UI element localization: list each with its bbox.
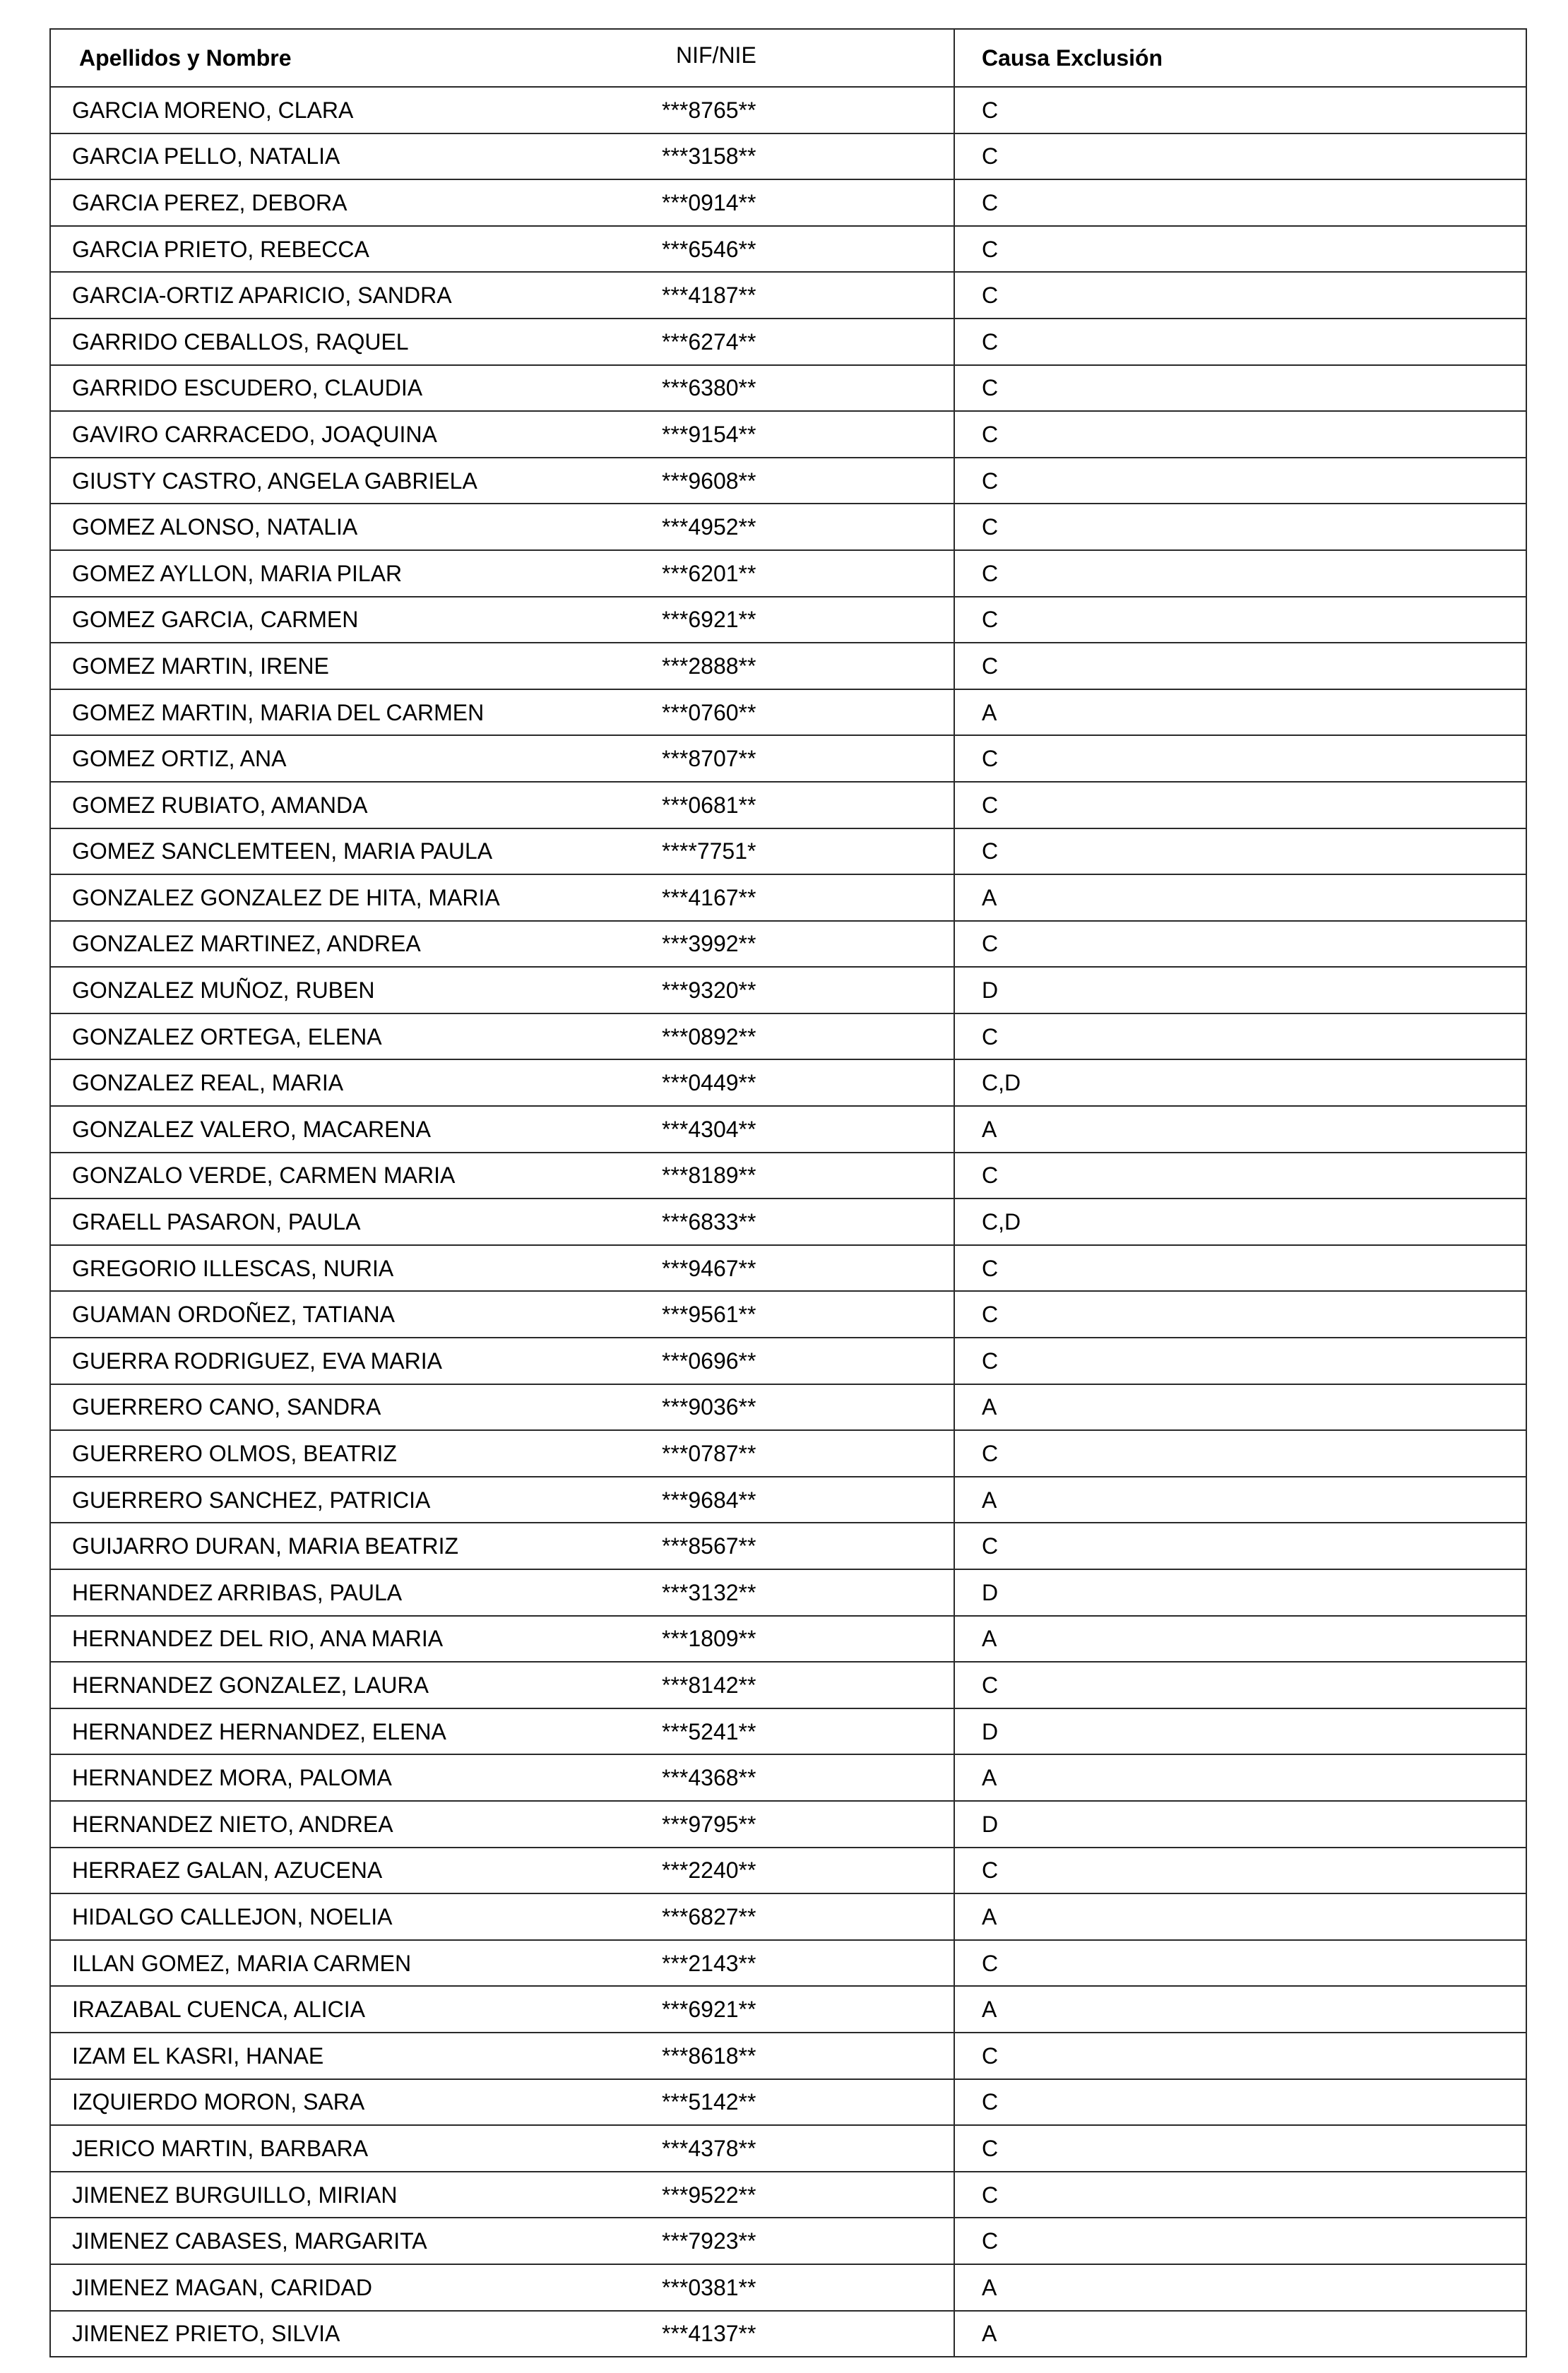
applicant-nif: ***4187** <box>662 282 756 309</box>
table-row <box>50 1986 1526 2033</box>
name-cell <box>50 782 954 828</box>
applicant-nif: ***9036** <box>662 1394 756 1420</box>
table-row <box>50 1384 1526 1431</box>
name-cell <box>50 597 954 643</box>
applicant-nif: ***2888** <box>662 653 756 679</box>
exclusion-cause: C <box>954 550 1526 597</box>
exclusion-cause: C <box>954 782 1526 828</box>
applicant-name: HIDALGO CALLEJON, NOELIA <box>72 1903 393 1929</box>
name-cell <box>50 1291 954 1338</box>
header-name-cell <box>50 29 954 87</box>
exclusion-cause: A <box>954 1893 1526 1940</box>
table-row <box>50 921 1526 968</box>
name-cell <box>50 2125 954 2172</box>
applicant-nif: ***9154** <box>662 421 756 447</box>
name-cell <box>50 2172 954 2218</box>
name-cell <box>50 2079 954 2126</box>
header-nif: NIF/NIE <box>676 42 756 68</box>
exclusion-cause: C <box>954 179 1526 226</box>
table-row <box>50 319 1526 365</box>
applicant-nif: ***9467** <box>662 1255 756 1281</box>
applicant-nif: ***0892** <box>662 1023 756 1049</box>
applicant-name: JERICO MARTIN, BARBARA <box>72 2135 369 2161</box>
table-row <box>50 874 1526 921</box>
exclusion-cause: C <box>954 411 1526 458</box>
exclusion-cause: C <box>954 1153 1526 1199</box>
applicant-nif: ***6274** <box>662 328 756 355</box>
applicant-nif: ***9608** <box>662 468 756 494</box>
name-cell <box>50 504 954 550</box>
table-row <box>50 2172 1526 2218</box>
applicant-name: GAVIRO CARRACEDO, JOAQUINA <box>72 421 437 447</box>
exclusion-cause: A <box>954 1106 1526 1153</box>
applicant-name: HERNANDEZ HERNANDEZ, ELENA <box>72 1718 446 1744</box>
applicant-nif: ***8765** <box>662 97 756 123</box>
table-row <box>50 2218 1526 2264</box>
exclusion-cause: C <box>954 272 1526 319</box>
name-cell <box>50 365 954 412</box>
name-cell <box>50 643 954 689</box>
table-row <box>50 828 1526 875</box>
applicant-name: GOMEZ MARTIN, IRENE <box>72 653 329 679</box>
name-cell <box>50 1848 954 1894</box>
applicant-name: GARCIA PELLO, NATALIA <box>72 143 340 170</box>
name-cell <box>50 1986 954 2033</box>
table-row <box>50 411 1526 458</box>
exclusion-cause: C <box>954 1013 1526 1060</box>
name-cell <box>50 1430 954 1477</box>
applicant-name: GUAMAN ORDOÑEZ, TATIANA <box>72 1302 395 1328</box>
applicant-nif: ***8618** <box>662 2042 756 2069</box>
applicant-nif: ***8189** <box>662 1162 756 1189</box>
applicant-nif: ***0449** <box>662 1070 756 1096</box>
applicant-name: GONZALO VERDE, CARMEN MARIA <box>72 1162 456 1189</box>
applicant-nif: ***0914** <box>662 189 756 215</box>
table-row <box>50 87 1526 133</box>
name-cell <box>50 874 954 921</box>
applicant-nif: ***6201** <box>662 560 756 586</box>
table-row <box>50 2033 1526 2079</box>
exclusion-cause: A <box>954 1754 1526 1801</box>
name-cell <box>50 1708 954 1755</box>
name-cell <box>50 967 954 1013</box>
applicant-name: IZQUIERDO MORON, SARA <box>72 2089 365 2115</box>
applicant-nif: ***6833** <box>662 1209 756 1235</box>
table-row <box>50 1477 1526 1523</box>
name-cell <box>50 1199 954 1245</box>
applicant-name: HERNANDEZ GONZALEZ, LAURA <box>72 1672 429 1698</box>
applicant-name: GOMEZ ALONSO, NATALIA <box>72 514 358 540</box>
table-row <box>50 1708 1526 1755</box>
table-row <box>50 2125 1526 2172</box>
applicant-nif: ***3158** <box>662 143 756 170</box>
applicant-nif: ***6546** <box>662 236 756 262</box>
table-row <box>50 2079 1526 2126</box>
table-row <box>50 782 1526 828</box>
name-cell <box>50 2033 954 2079</box>
table-row <box>50 967 1526 1013</box>
table-row <box>50 1059 1526 1106</box>
exclusion-cause: C <box>954 458 1526 504</box>
applicant-nif: ***3992** <box>662 931 756 957</box>
applicant-name: GARCIA-ORTIZ APARICIO, SANDRA <box>72 282 452 309</box>
applicant-name: GONZALEZ MUÑOZ, RUBEN <box>72 977 375 1004</box>
name-cell <box>50 1059 954 1106</box>
applicant-nif: ***6921** <box>662 607 756 633</box>
applicant-nif: ***4137** <box>662 2321 756 2347</box>
table-row <box>50 179 1526 226</box>
name-cell <box>50 1245 954 1292</box>
applicant-nif: ***4952** <box>662 514 756 540</box>
exclusion-cause: C <box>954 319 1526 365</box>
table-row <box>50 365 1526 412</box>
table-row <box>50 2264 1526 2311</box>
exclusion-cause: D <box>954 1569 1526 1616</box>
exclusion-cause: C <box>954 1291 1526 1338</box>
name-cell <box>50 1616 954 1663</box>
applicant-name: GONZALEZ GONZALEZ DE HITA, MARIA <box>72 884 500 910</box>
applicant-name: GARCIA PEREZ, DEBORA <box>72 189 348 215</box>
name-cell <box>50 458 954 504</box>
applicant-name: JIMENEZ BURGUILLO, MIRIAN <box>72 2182 398 2208</box>
exclusion-cause: C,D <box>954 1059 1526 1106</box>
name-cell <box>50 1013 954 1060</box>
exclusion-cause: C <box>954 226 1526 273</box>
exclusion-cause: C,D <box>954 1199 1526 1245</box>
exclusion-cause: C <box>954 828 1526 875</box>
exclusion-cause: A <box>954 2264 1526 2311</box>
name-cell <box>50 1662 954 1708</box>
name-cell <box>50 133 954 180</box>
applicant-nif: ***3132** <box>662 1579 756 1605</box>
exclusion-cause: D <box>954 967 1526 1013</box>
header-causa: Causa Exclusión <box>954 29 1526 87</box>
name-cell <box>50 1893 954 1940</box>
applicant-name: ILLAN GOMEZ, MARIA CARMEN <box>72 1950 412 1976</box>
table-row <box>50 643 1526 689</box>
applicant-nif: ***9561** <box>662 1302 756 1328</box>
applicant-name: GREGORIO ILLESCAS, NURIA <box>72 1255 394 1281</box>
applicant-name: GONZALEZ REAL, MARIA <box>72 1070 344 1096</box>
applicant-name: JIMENEZ MAGAN, CARIDAD <box>72 2274 372 2300</box>
name-cell <box>50 272 954 319</box>
applicant-name: GOMEZ ORTIZ, ANA <box>72 746 287 772</box>
applicant-nif: ***9522** <box>662 2182 756 2208</box>
applicant-name: HERRAEZ GALAN, AZUCENA <box>72 1857 383 1884</box>
applicant-name: GUERRA RODRIGUEZ, EVA MARIA <box>72 1348 442 1374</box>
exclusion-cause: A <box>954 2311 1526 2357</box>
applicant-nif: ***5241** <box>662 1718 756 1744</box>
applicant-name: GONZALEZ MARTINEZ, ANDREA <box>72 931 421 957</box>
exclusion-cause: A <box>954 1477 1526 1523</box>
applicant-name: GOMEZ AYLLON, MARIA PILAR <box>72 560 403 586</box>
applicant-nif: ***9795** <box>662 1811 756 1837</box>
table-body <box>50 87 1526 2357</box>
applicant-name: GARRIDO ESCUDERO, CLAUDIA <box>72 375 423 401</box>
name-cell <box>50 735 954 782</box>
table-row <box>50 735 1526 782</box>
exclusion-cause: C <box>954 2125 1526 2172</box>
applicant-name: GONZALEZ VALERO, MACARENA <box>72 1116 431 1142</box>
applicant-name: IZAM EL KASRI, HANAE <box>72 2042 324 2069</box>
table-row <box>50 504 1526 550</box>
exclusion-cause: C <box>954 735 1526 782</box>
exclusion-cause: C <box>954 87 1526 133</box>
exclusion-cause: C <box>954 921 1526 968</box>
name-cell <box>50 1384 954 1431</box>
exclusion-cause: A <box>954 1986 1526 2033</box>
exclusion-cause: C <box>954 643 1526 689</box>
applicant-name: GOMEZ SANCLEMTEEN, MARIA PAULA <box>72 838 493 864</box>
table-row <box>50 1801 1526 1848</box>
exclusion-cause: C <box>954 2079 1526 2126</box>
header-name: Apellidos y Nombre <box>79 45 292 71</box>
table-row <box>50 272 1526 319</box>
applicant-name: HERNANDEZ ARRIBAS, PAULA <box>72 1579 403 1605</box>
table-row <box>50 1430 1526 1477</box>
applicant-name: GUERRERO OLMOS, BEATRIZ <box>72 1441 397 1467</box>
name-cell <box>50 2311 954 2357</box>
name-cell <box>50 87 954 133</box>
exclusion-table <box>49 28 1527 2357</box>
applicant-name: JIMENEZ PRIETO, SILVIA <box>72 2321 340 2347</box>
applicant-nif: ***8567** <box>662 1533 756 1559</box>
table-row <box>50 133 1526 180</box>
name-cell <box>50 1754 954 1801</box>
exclusion-cause: C <box>954 504 1526 550</box>
table-row <box>50 2311 1526 2357</box>
exclusion-cause: A <box>954 874 1526 921</box>
exclusion-cause: A <box>954 1616 1526 1663</box>
applicant-nif: ***2143** <box>662 1950 756 1976</box>
applicant-nif: ***6827** <box>662 1903 756 1929</box>
exclusion-cause: A <box>954 1384 1526 1431</box>
exclusion-cause: C <box>954 1848 1526 1894</box>
applicant-nif: ***8142** <box>662 1672 756 1698</box>
applicant-nif: ***8707** <box>662 746 756 772</box>
applicant-nif: ***7923** <box>662 2228 756 2254</box>
name-cell <box>50 1477 954 1523</box>
name-cell <box>50 1801 954 1848</box>
exclusion-cause: D <box>954 1708 1526 1755</box>
applicant-nif: ***2240** <box>662 1857 756 1884</box>
applicant-name: GONZALEZ ORTEGA, ELENA <box>72 1023 382 1049</box>
table-row <box>50 226 1526 273</box>
applicant-nif: ***6921** <box>662 1997 756 2023</box>
name-cell <box>50 319 954 365</box>
exclusion-cause: C <box>954 1523 1526 1569</box>
applicant-name: HERNANDEZ MORA, PALOMA <box>72 1765 392 1791</box>
applicant-name: GUERRERO CANO, SANDRA <box>72 1394 381 1420</box>
applicant-name: GARRIDO CEBALLOS, RAQUEL <box>72 328 409 355</box>
name-cell <box>50 689 954 736</box>
applicant-nif: ***4378** <box>662 2135 756 2161</box>
exclusion-cause: C <box>954 365 1526 412</box>
exclusion-cause: A <box>954 689 1526 736</box>
name-cell <box>50 1523 954 1569</box>
table-row <box>50 1893 1526 1940</box>
table-row <box>50 1199 1526 1245</box>
table-row <box>50 1153 1526 1199</box>
applicant-nif: ****7751* <box>662 838 756 864</box>
applicant-name: HERNANDEZ NIETO, ANDREA <box>72 1811 393 1837</box>
table-row <box>50 550 1526 597</box>
applicant-nif: ***4167** <box>662 884 756 910</box>
applicant-name: GIUSTY CASTRO, ANGELA GABRIELA <box>72 468 477 494</box>
table-row <box>50 1754 1526 1801</box>
applicant-name: GARCIA PRIETO, REBECCA <box>72 236 369 262</box>
name-cell <box>50 1338 954 1384</box>
exclusion-cause: C <box>954 597 1526 643</box>
exclusion-cause: C <box>954 1940 1526 1987</box>
applicant-nif: ***5142** <box>662 2089 756 2115</box>
table-row <box>50 1291 1526 1338</box>
applicant-name: IRAZABAL CUENCA, ALICIA <box>72 1997 365 2023</box>
table-row <box>50 1338 1526 1384</box>
applicant-name: GUIJARRO DURAN, MARIA BEATRIZ <box>72 1533 459 1559</box>
name-cell <box>50 921 954 968</box>
table-row <box>50 1569 1526 1616</box>
table-row <box>50 1245 1526 1292</box>
applicant-name: GUERRERO SANCHEZ, PATRICIA <box>72 1487 431 1513</box>
exclusion-cause: C <box>954 133 1526 180</box>
table-row <box>50 1013 1526 1060</box>
applicant-nif: ***9684** <box>662 1487 756 1513</box>
exclusion-cause: C <box>954 1430 1526 1477</box>
name-cell <box>50 1569 954 1616</box>
applicant-name: GOMEZ RUBIATO, AMANDA <box>72 792 368 818</box>
name-cell <box>50 226 954 273</box>
table-row <box>50 458 1526 504</box>
name-cell <box>50 1940 954 1987</box>
applicant-nif: ***4368** <box>662 1765 756 1791</box>
applicant-nif: ***0381** <box>662 2274 756 2300</box>
table-row <box>50 1616 1526 1663</box>
table-row <box>50 1940 1526 1987</box>
exclusion-cause: C <box>954 2218 1526 2264</box>
applicant-nif: ***0787** <box>662 1441 756 1467</box>
name-cell <box>50 179 954 226</box>
name-cell <box>50 828 954 875</box>
exclusion-cause: C <box>954 2172 1526 2218</box>
applicant-nif: ***0760** <box>662 699 756 725</box>
name-cell <box>50 411 954 458</box>
table-row <box>50 1662 1526 1708</box>
applicant-nif: ***4304** <box>662 1116 756 1142</box>
name-cell <box>50 1106 954 1153</box>
table-row <box>50 1848 1526 1894</box>
table-row <box>50 1523 1526 1569</box>
exclusion-cause: D <box>954 1801 1526 1848</box>
applicant-name: GARCIA MORENO, CLARA <box>72 97 354 123</box>
applicant-name: GOMEZ GARCIA, CARMEN <box>72 607 359 633</box>
exclusion-cause: C <box>954 1338 1526 1384</box>
name-cell <box>50 550 954 597</box>
applicant-name: JIMENEZ CABASES, MARGARITA <box>72 2228 427 2254</box>
applicant-nif: ***0681** <box>662 792 756 818</box>
applicant-nif: ***6380** <box>662 375 756 401</box>
applicant-nif: ***9320** <box>662 977 756 1004</box>
applicant-nif: ***1809** <box>662 1626 756 1652</box>
table-header-row <box>50 29 1526 87</box>
applicant-nif: ***0696** <box>662 1348 756 1374</box>
exclusion-cause: C <box>954 1245 1526 1292</box>
exclusion-cause: C <box>954 2033 1526 2079</box>
applicant-name: HERNANDEZ DEL RIO, ANA MARIA <box>72 1626 444 1652</box>
exclusion-cause: C <box>954 1662 1526 1708</box>
name-cell <box>50 1153 954 1199</box>
applicant-name: GOMEZ MARTIN, MARIA DEL CARMEN <box>72 699 485 725</box>
applicant-name: GRAELL PASARON, PAULA <box>72 1209 361 1235</box>
table-row <box>50 1106 1526 1153</box>
name-cell <box>50 2218 954 2264</box>
name-cell <box>50 2264 954 2311</box>
table-row <box>50 597 1526 643</box>
table-row <box>50 689 1526 736</box>
